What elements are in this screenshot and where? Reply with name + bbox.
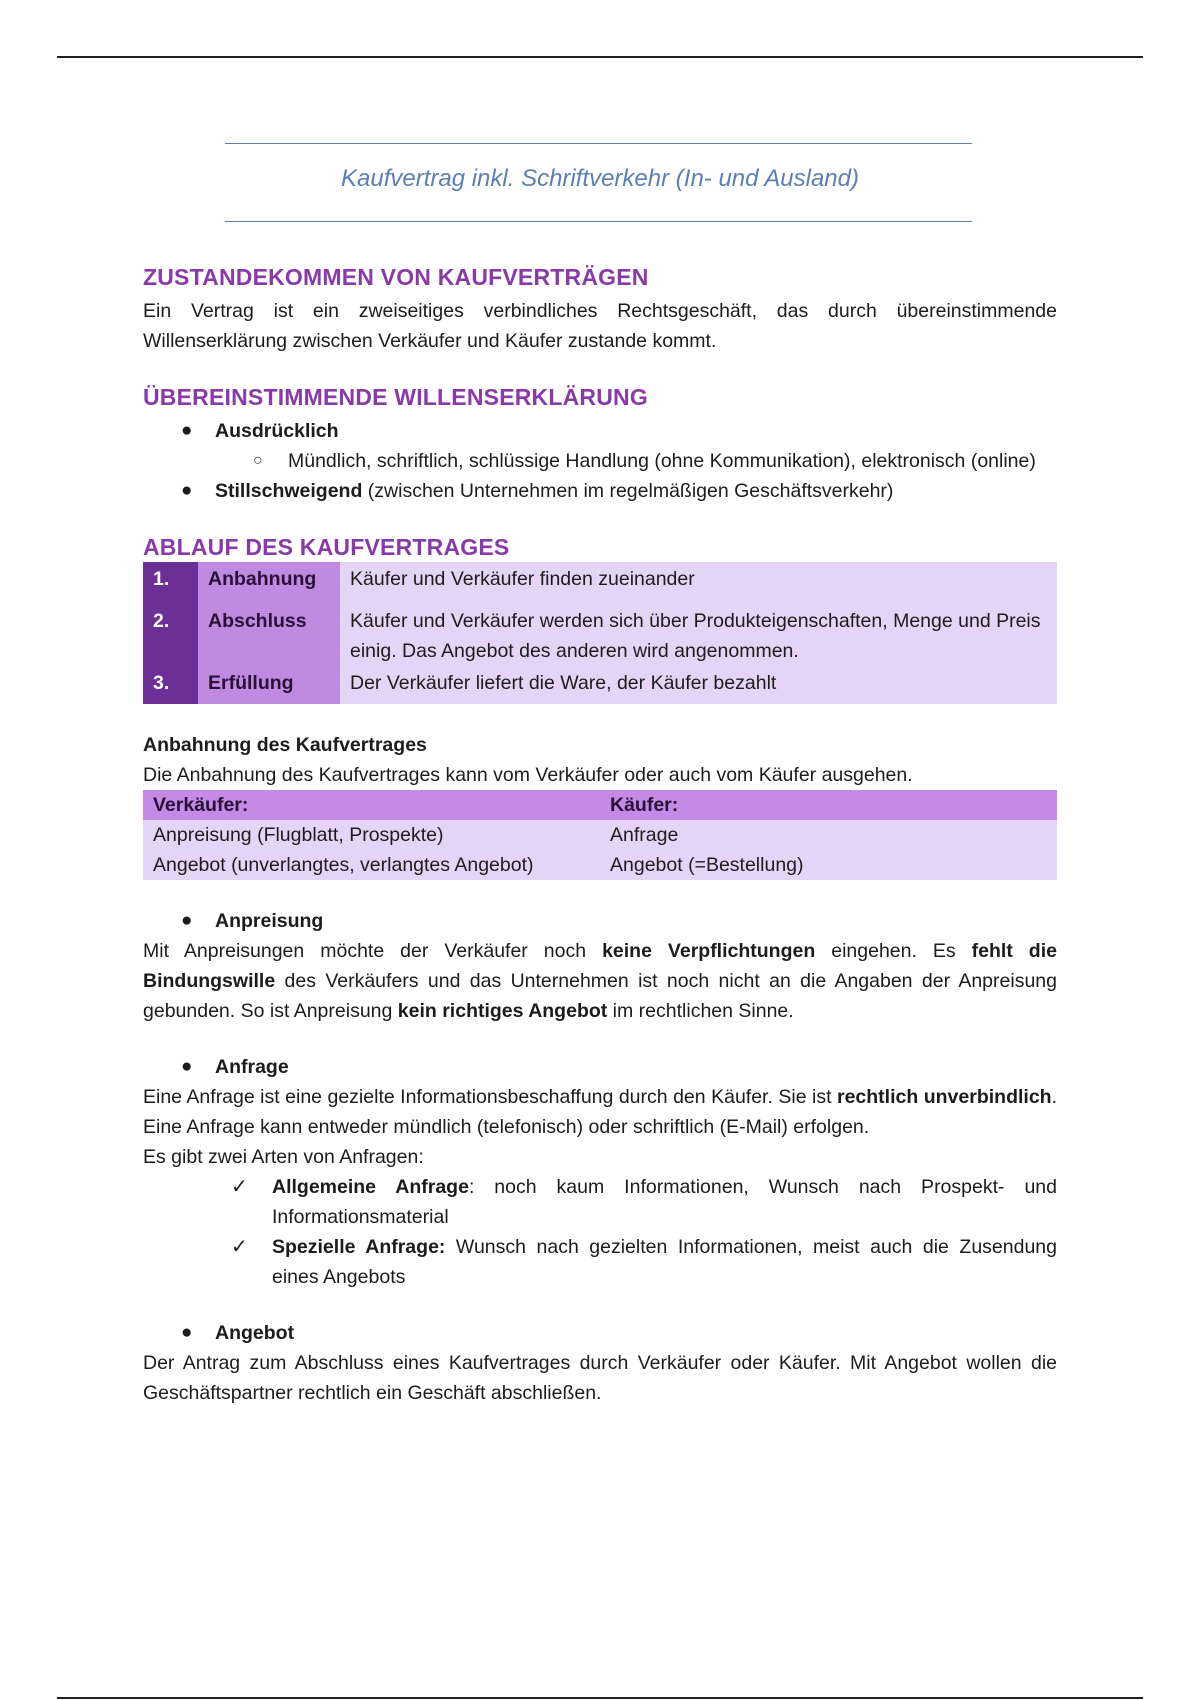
section-heading-ablauf: ABLAUF DES KAUFVERTRAGES: [143, 534, 510, 560]
bottom-page-rule: [57, 1697, 1143, 1699]
step-term: Abschluss: [198, 600, 340, 666]
allgemeine-anfrage-text: : noch kaum Informationen, Wunsch nach Prospekt- und Informationsmaterial: [272, 1176, 1057, 1228]
bold-run: fehlt die Bindungswille: [143, 940, 1057, 992]
table-cell: Anfrage: [600, 820, 1057, 850]
ausdruecklich-sublist: [143, 446, 1057, 476]
willenserklaerung-list: [143, 416, 1057, 446]
ablauf-table: [143, 562, 1057, 704]
table-header-row: [143, 790, 1057, 820]
column-header-kaeufer: Käufer:: [600, 790, 1057, 820]
column-header-verkaeufer: Verkäufer:: [143, 790, 600, 820]
text-run: des Verkäufers und das Unternehmen ist noch nicht an die Angaben der Anpreisung gebunden. So ist Anpreisung: [143, 970, 1057, 1022]
text-run: . Eine Anfrage kann entweder mündlich (telefonisch) oder schriftlich (E-Mail) erfolgen.: [143, 1086, 1057, 1138]
bold-run: rechtlich unverbindlich: [836, 1086, 1052, 1108]
ausdruecklich-label: Ausdrücklich: [215, 420, 339, 442]
step-number: 1.: [143, 562, 198, 600]
anbahnung-text: Die Anbahnung des Kaufvertrages kann vom Verkäufer oder auch vom Käufer ausgehen.: [143, 764, 913, 786]
bullet-icon: ●: [181, 480, 193, 501]
list-item-anfrage: [143, 1052, 1057, 1082]
document-title: Kaufvertrag inkl. Schriftverkehr (In- und Ausland): [340, 165, 859, 192]
step-description: Käufer und Verkäufer werden sich über Produkteigenschaften, Menge und Preis einig. Das Angebot des anderen wird angenommen.: [340, 600, 1057, 666]
text-run: Eine Anfrage ist eine gezielte Informationsbeschaffung durch den Käufer. Sie ist: [143, 1086, 837, 1108]
anpreisung-label: Anpreisung: [215, 910, 324, 932]
stillschweigend-text: (zwischen Unternehmen im regelmäßigen Geschäftsverkehr): [362, 480, 894, 502]
table-row: [143, 666, 1057, 704]
text-run: Mit Anpreisungen möchte der Verkäufer noch: [143, 940, 603, 962]
bullet-icon: ●: [181, 1322, 193, 1343]
anpreisung-list: [143, 906, 1057, 936]
angebot-label: Angebot: [215, 1322, 295, 1344]
anpreisung-text: [143, 936, 1057, 1026]
willenserklaerung-list-2: [143, 476, 1057, 506]
allgemeine-anfrage-label: Allgemeine Anfrage: [272, 1176, 469, 1198]
step-description: Der Verkäufer liefert die Ware, der Käufer bezahlt: [340, 666, 1057, 704]
checkmark-icon: ✓: [231, 1236, 248, 1258]
angebot-list: [143, 1318, 1057, 1348]
bullet-icon: ●: [181, 910, 193, 931]
bullet-icon: ●: [181, 1056, 193, 1077]
text-run: im rechtlichen Sinne.: [607, 1000, 794, 1022]
anfrage-types-list: [143, 1172, 1057, 1292]
anbahnung-heading: Anbahnung des Kaufvertrages: [143, 734, 427, 756]
zustandekommen-text: Ein Vertrag ist ein zweiseitiges verbindliches Rechtsgeschäft, das durch übereinstimmende Willenserklärung zwischen Verkäufer und Käufer zustande kommt.: [143, 300, 1057, 352]
party-table: [143, 790, 1057, 880]
list-item-anpreisung: [143, 906, 1057, 936]
spezielle-anfrage-label: Spezielle Anfrage:: [272, 1236, 446, 1258]
section-heading-zustandekommen: ZUSTANDEKOMMEN VON KAUFVERTRÄGEN: [143, 264, 649, 290]
table-row: [143, 850, 1057, 880]
angebot-text: Der Antrag zum Abschluss eines Kaufvertrages durch Verkäufer oder Käufer. Mit Angebot wollen die Geschäftspartner rechtlich ein Geschäft abschließen.: [143, 1352, 1057, 1404]
anfrage-arten-text: Es gibt zwei Arten von Anfragen:: [143, 1146, 424, 1168]
bold-run: kein richtiges Angebot: [397, 1000, 608, 1022]
circle-bullet-icon: ○: [253, 452, 263, 469]
bold-run: keine Verpflichtungen: [602, 940, 816, 962]
step-number: 2.: [143, 600, 198, 666]
step-number: 3.: [143, 666, 198, 704]
anfrage-list: [143, 1052, 1057, 1082]
step-description: Käufer und Verkäufer finden zueinander: [340, 562, 1057, 600]
stillschweigend-label: Stillschweigend: [215, 480, 363, 502]
checkmark-icon: ✓: [231, 1176, 248, 1198]
text-run: eingehen. Es: [815, 940, 972, 962]
anfrage-label: Anfrage: [215, 1056, 289, 1078]
list-item-ausdruecklich: [143, 416, 1057, 446]
bullet-icon: ●: [181, 420, 193, 441]
table-row: [143, 820, 1057, 850]
table-row: [143, 600, 1057, 666]
top-page-rule: [57, 56, 1143, 58]
table-cell: Anpreisung (Flugblatt, Prospekte): [143, 820, 600, 850]
list-item-allgemeine-anfrage: [143, 1172, 1057, 1232]
table-cell: Angebot (unverlangtes, verlangtes Angebot): [143, 850, 600, 880]
list-item-stillschweigend: [143, 476, 1057, 506]
step-term: Anbahnung: [198, 562, 340, 600]
spezielle-anfrage-text: Wunsch nach gezielten Informationen, meist auch die Zusendung eines Angebots: [272, 1236, 1057, 1288]
list-item-ausdruecklich-forms: [143, 446, 1057, 476]
section-heading-willenserklaerung: ÜBEREINSTIMMENDE WILLENSERKLÄRUNG: [143, 384, 648, 410]
table-row: [143, 562, 1057, 600]
anfrage-text: [143, 1082, 1057, 1142]
list-item-spezielle-anfrage: [143, 1232, 1057, 1292]
title-rule-bottom: [225, 221, 972, 222]
table-cell: Angebot (=Bestellung): [600, 850, 1057, 880]
ausdruecklich-forms-text: Mündlich, schriftlich, schlüssige Handlung (ohne Kommunikation), elektronisch (online): [288, 450, 1036, 472]
document-body: [143, 262, 1057, 1408]
step-term: Erfüllung: [198, 666, 340, 704]
title-rule-top: [225, 143, 972, 144]
list-item-angebot: [143, 1318, 1057, 1348]
